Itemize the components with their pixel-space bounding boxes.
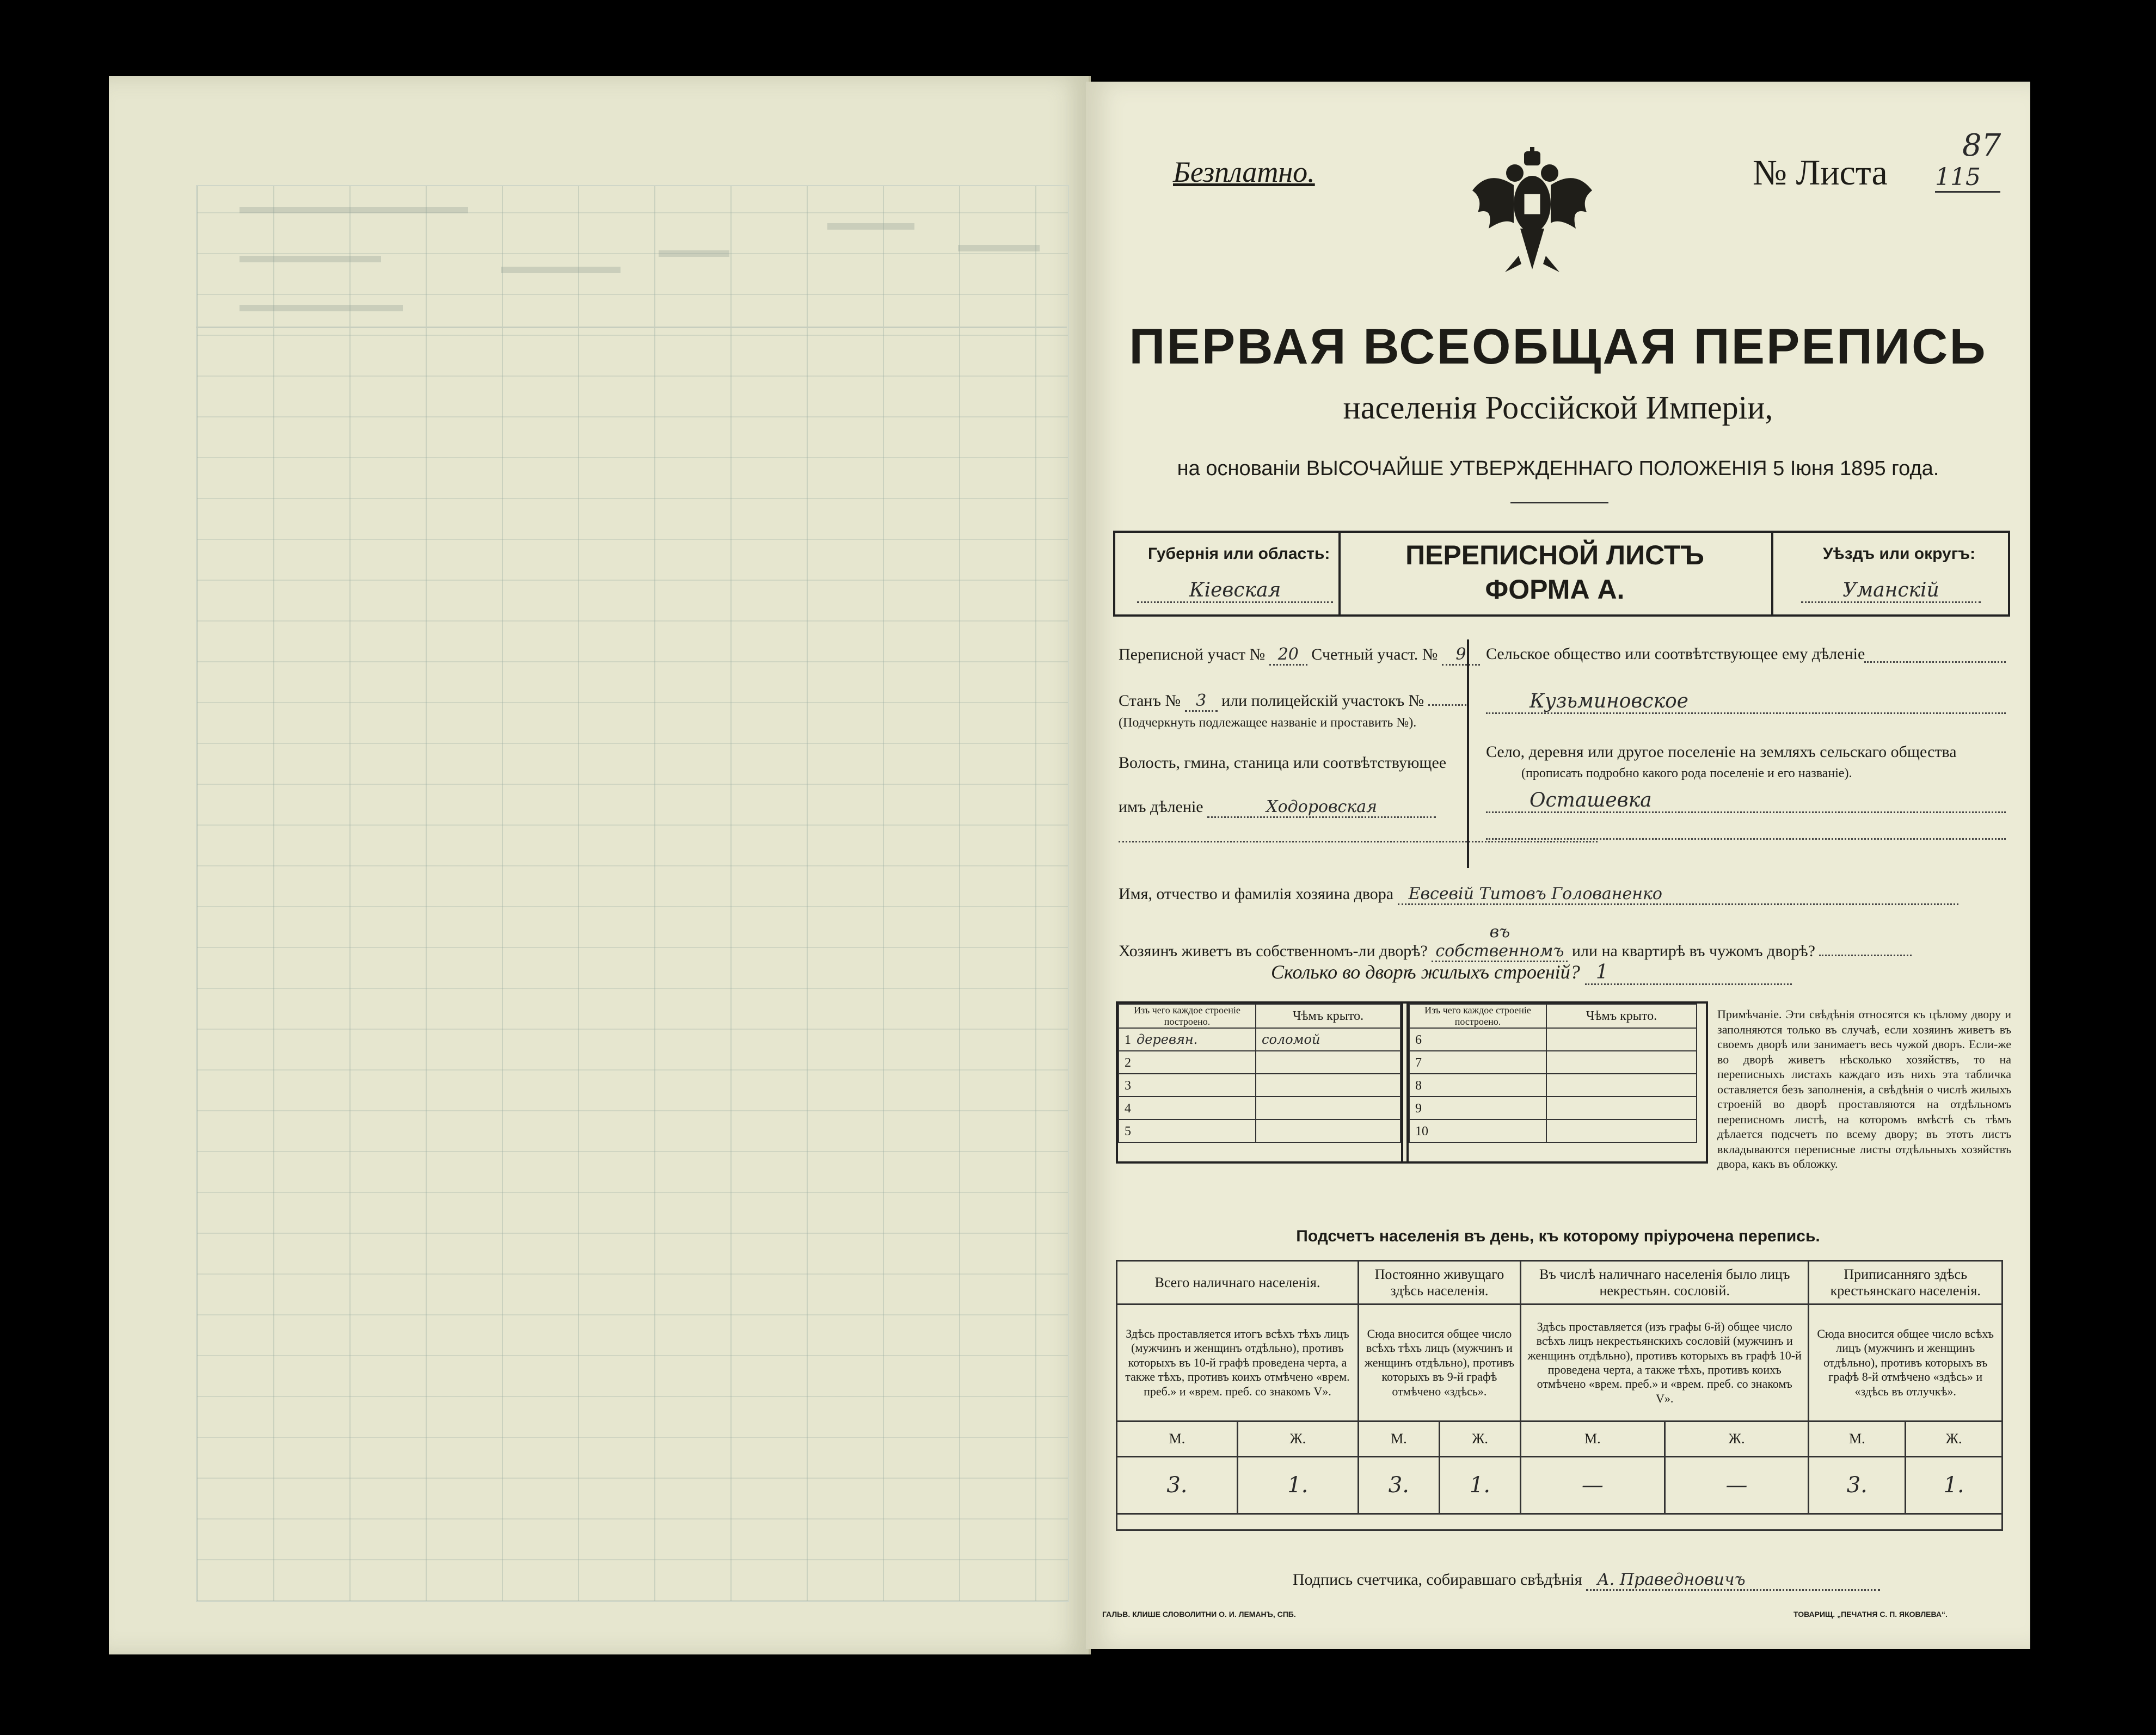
volost-label-2: имъ дѣленіе: [1119, 798, 1203, 816]
building-material-cell: [1119, 1074, 1256, 1097]
female-count: —: [1664, 1457, 1809, 1514]
form-header-box: [1113, 531, 2010, 617]
imperial-eagle-emblem: [1467, 147, 1598, 283]
uezd-value: Уманскій: [1801, 579, 1981, 603]
stan-value: 3: [1185, 691, 1218, 712]
village-value: Осташевка: [1486, 789, 2006, 813]
building-number: 9: [1415, 1101, 1422, 1116]
residence-field: [1119, 922, 1912, 962]
building-material-cell: [1409, 1051, 1546, 1074]
society-label: Сельское общество или соотвѣтствующее ему дѣленіе: [1486, 645, 1865, 663]
buildings-label: Сколько во дворѣ жилыхъ строеній?: [1271, 961, 1580, 983]
census-basis: на основаніи ВЫСОЧАЙШЕ УТВЕРЖДЕННАГО ПОЛОЖЕНІЯ 5 Іюня 1895 года.: [1177, 457, 1939, 480]
building-roof-value: [1256, 1074, 1401, 1097]
building-number: 3: [1125, 1078, 1131, 1093]
building-row: [1409, 1028, 1697, 1051]
building-roof-value: соломой: [1256, 1028, 1401, 1051]
ornament-divider: [1510, 502, 1608, 503]
building-material-header-2: Изъ чего каждое строеніе построено.: [1409, 1004, 1546, 1028]
signature-label: Подпись счетчика, собиравшаго свѣдѣнія: [1293, 1571, 1582, 1589]
stan-label: Станъ №: [1119, 692, 1181, 710]
building-number: 10: [1415, 1124, 1428, 1139]
building-material-value: деревян.: [1137, 1031, 1198, 1047]
building-material-cell: [1119, 1097, 1256, 1119]
building-number: 8: [1415, 1078, 1422, 1093]
female-label: Ж.: [1237, 1422, 1358, 1457]
left-page-faded-grid: [196, 185, 1069, 1602]
female-label: Ж.: [1439, 1422, 1520, 1457]
volost-field: [1119, 797, 1436, 818]
male-label: М.: [1521, 1422, 1665, 1457]
count-section-title: Подсчетъ населенія въ день, къ которому пріурочена перепись.: [1296, 1227, 1820, 1245]
buildings-field: [1271, 961, 1792, 985]
field-block-divider: [1467, 639, 1469, 868]
building-material-cell: [1409, 1119, 1546, 1142]
signature-value: А. Праведновичъ: [1586, 1570, 1880, 1591]
building-roof-value: [1546, 1074, 1697, 1097]
left-page: [109, 76, 1091, 1654]
residence-value: въ собственномъ: [1432, 922, 1568, 962]
building-number: 2: [1125, 1055, 1131, 1070]
building-material-cell: [1409, 1097, 1546, 1119]
buildings-note: Примѣчаніе. Эти свѣдѣнія относятся къ цѣлому двору и заполняются только въ случаѣ, если хозяинъ живетъ въ своемъ дворѣ или занимаетъ весь чужой дворъ. Если-же во дворѣ живетъ нѣсколько хозяйствъ, то на переписныхъ листахъ каждаго изъ нихъ эта табличка оставляется безъ заполненія, а свѣдѣнія о числѣ жилыхъ строеній во дворѣ проставляются на отдѣльномъ переписномъ листѣ, на которомъ вмѣстѣ съ тѣмъ дѣлается подсчетъ по всему двору; въ этотъ листъ вкладываются переписные листы отдѣльныхъ хозяйствъ двора, какъ въ обложку.: [1717, 1007, 2011, 1171]
building-material-cell: [1409, 1028, 1546, 1051]
volost-label: Волость, гмина, станица или соотвѣтствующее: [1119, 754, 1447, 772]
residence-label: Хозяинъ живетъ въ собственномъ-ли дворѣ?: [1119, 942, 1428, 960]
count-column-header: Всего наличнаго населенія.: [1117, 1261, 1359, 1305]
census-form-page: [1086, 82, 2030, 1649]
count-column-description: Сюда вносится общее число всѣхъ тѣхъ лицъ (мужчинъ и женщинъ отдѣльно), противъ которыхъ въ 9-й графѣ отмѣчено «здѣсь».: [1358, 1305, 1520, 1422]
census-subtitle: населенія Россійской Имперіи,: [1343, 390, 1773, 426]
left-page-faded-header: [196, 185, 1067, 328]
building-roof-value: [1256, 1051, 1401, 1074]
buildings-table: [1116, 1001, 1708, 1164]
census-district-field: [1119, 645, 1480, 666]
buildings-value: 1: [1585, 961, 1792, 985]
sheet-number-value: 115: [1935, 163, 2000, 193]
count-column-description: Здѣсь проставляется итогъ всѣхъ тѣхъ лицъ (мужчинъ и женщинъ отдѣльно), противъ которыхъ въ 10-й графѣ проведена черта, а также тѣхъ, противъ коихъ отмѣчено «врем. преб.» и «врем. преб. со знакомъ V».: [1117, 1305, 1359, 1422]
count-column-header: Постоянно живущаго здѣсь населенія.: [1358, 1261, 1520, 1305]
male-label: М.: [1117, 1422, 1238, 1457]
building-roof-value: [1256, 1119, 1401, 1142]
building-number: 4: [1125, 1101, 1131, 1116]
female-count: 1.: [1439, 1457, 1520, 1514]
male-label: М.: [1358, 1422, 1439, 1457]
male-count: —: [1521, 1457, 1665, 1514]
printer-left: ГАЛЬВ. КЛИШЕ СЛОВОЛИТНИ О. И. ЛЕМАНЪ, СПБ.: [1102, 1610, 1296, 1619]
building-roof-header-2: Чѣмъ крыто.: [1546, 1004, 1697, 1028]
owner-field: [1119, 884, 1958, 905]
owner-value: Евсевій Титовъ Голованенко: [1398, 884, 1958, 905]
printer-right: ТОВАРИЩ. „ПЕЧАТНЯ С. П. ЯКОВЛЕВА“.: [1793, 1610, 1948, 1619]
building-row: [1119, 1051, 1401, 1074]
sheet-title: ПЕРЕПИСНОЙ ЛИСТЪ: [1405, 540, 1704, 570]
female-count: 1.: [1906, 1457, 2003, 1514]
census-title: ПЕРВАЯ ВСЕОБЩАЯ ПЕРЕПИСЬ: [1129, 319, 1987, 374]
stan-field: [1119, 691, 1466, 712]
building-roof-header: Чѣмъ крыто.: [1256, 1004, 1401, 1028]
gubernia-value: Кіевская: [1137, 579, 1333, 603]
female-count: 1.: [1237, 1457, 1358, 1514]
building-material-cell: [1119, 1051, 1256, 1074]
building-row: [1409, 1074, 1697, 1097]
census-district-value: 20: [1269, 645, 1307, 666]
building-roof-value: [1546, 1119, 1697, 1142]
building-row: [1409, 1051, 1697, 1074]
underline-note: (Подчеркнуть подлежащее названіе и проставить №).: [1119, 716, 1417, 730]
building-material-cell: [1119, 1028, 1256, 1051]
building-roof-value: [1256, 1097, 1401, 1119]
male-count: 3.: [1117, 1457, 1238, 1514]
form-name: ФОРМА А.: [1485, 574, 1625, 605]
uezd-label: Уѣздъ или округъ:: [1823, 545, 1976, 563]
residence-alt-label: или на квартирѣ въ чужомъ дворѣ?: [1571, 942, 1815, 960]
building-row: [1119, 1028, 1401, 1051]
census-district-label: Переписной участ №: [1119, 645, 1266, 663]
building-material-cell: [1119, 1119, 1256, 1142]
archive-folio-number: 87: [1962, 128, 2001, 163]
female-label: Ж.: [1906, 1422, 2003, 1457]
volost-value: Ходоровская: [1207, 797, 1436, 818]
count-column-description: Сюда вносится общее число всѣхъ лицъ (мужчинъ и женщинъ отдѣльно), противъ которыхъ въ графѣ 8-й отмѣчено «здѣсь» и «здѣсь въ отлучкѣ».: [1809, 1305, 2003, 1422]
society-value: Кузьминовское: [1486, 690, 2006, 714]
count-column-header: Въ числѣ наличнаго населенія было лицъ некрестьян. сословій.: [1521, 1261, 1809, 1305]
police-district-label: или полицейскій участокъ №: [1221, 692, 1424, 710]
building-row: [1119, 1097, 1401, 1119]
male-label: М.: [1809, 1422, 1906, 1457]
sheet-number-label: № Листа: [1753, 153, 1888, 193]
building-number: 6: [1415, 1032, 1422, 1047]
village-label: Село, деревня или другое поселеніе на земляхъ сельскаго общества: [1486, 743, 1957, 761]
free-label: Безплатно.: [1173, 156, 1315, 188]
counting-district-value: 9: [1442, 645, 1480, 666]
count-column-description: Здѣсь проставляется (изъ графы 6-й) общее число всѣхъ лицъ некрестьянскихъ сословій (мужчинъ и женщинъ отдѣльно), противъ которыхъ въ графѣ 10-й проведена черта, а также тѣхъ, противъ коихъ отмѣчено «врем. преб.» и «врем. преб. со знакомъ V».: [1521, 1305, 1809, 1422]
male-count: 3.: [1358, 1457, 1439, 1514]
population-count-table: [1116, 1260, 2003, 1531]
building-row: [1119, 1074, 1401, 1097]
building-number: 5: [1125, 1124, 1131, 1139]
building-roof-value: [1546, 1028, 1697, 1051]
building-roof-value: [1546, 1097, 1697, 1119]
gubernia-label: Губернія или область:: [1148, 545, 1330, 563]
signature-field: [1293, 1570, 1880, 1591]
building-number: 1: [1125, 1032, 1131, 1047]
building-row: [1409, 1119, 1697, 1142]
building-row: [1409, 1097, 1697, 1119]
count-column-header: Приписанняго здѣсь крестьянскаго населенія.: [1809, 1261, 2003, 1305]
village-note: (прописать подробно какого рода поселеніе и его названіе).: [1521, 766, 1852, 780]
counting-district-label: Счетный участ. №: [1311, 645, 1438, 663]
building-number: 7: [1415, 1055, 1422, 1070]
male-count: 3.: [1809, 1457, 1906, 1514]
building-roof-value: [1546, 1051, 1697, 1074]
building-row: [1119, 1119, 1401, 1142]
building-material-header: Изъ чего каждое строеніе построено.: [1119, 1004, 1256, 1028]
owner-label: Имя, отчество и фамилія хозяина двора: [1119, 885, 1394, 903]
building-material-cell: [1409, 1074, 1546, 1097]
female-label: Ж.: [1664, 1422, 1809, 1457]
